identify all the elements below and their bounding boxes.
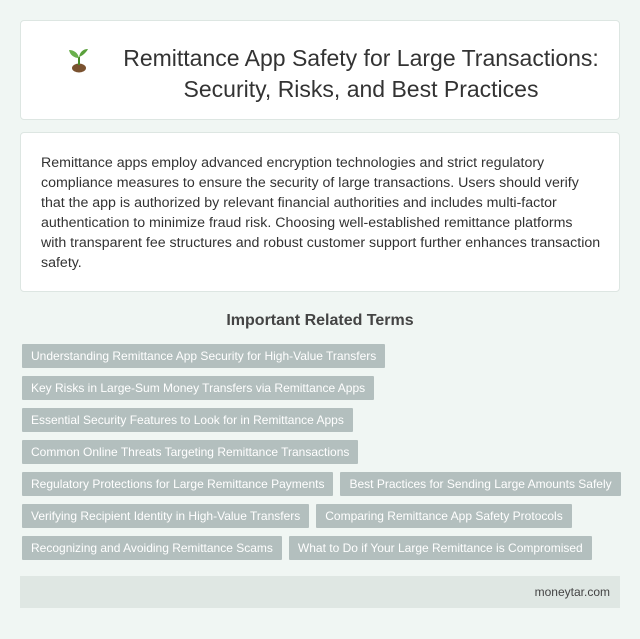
related-term-tag[interactable]: Best Practices for Sending Large Amounts Safely: [340, 472, 620, 496]
related-term-tag[interactable]: Verifying Recipient Identity in High-Value Transfers: [22, 504, 309, 528]
related-term-tag[interactable]: Common Online Threats Targeting Remittance Transactions: [22, 440, 358, 464]
related-terms-list: [22, 344, 622, 568]
related-term-tag[interactable]: Regulatory Protections for Large Remittance Payments: [22, 472, 333, 496]
title-card: [20, 20, 620, 120]
related-term-tag[interactable]: Essential Security Features to Look for in Remittance Apps: [22, 408, 353, 432]
related-term-tag[interactable]: Understanding Remittance App Security for High-Value Transfers: [22, 344, 385, 368]
related-term-tag[interactable]: Recognizing and Avoiding Remittance Scams: [22, 536, 282, 560]
description-text: Remittance apps employ advanced encryption technologies and strict regulatory compliance measures to ensure the security of large transactions. Users should verify that the app is authorized by relevant financial authorities and includes multi-factor authentication to minimize fraud risk. Choosing well-established remittance platforms with transparent fee structures and robust customer support further enhances transaction safety.: [41, 155, 601, 271]
related-terms-heading: Important Related Terms: [226, 312, 414, 329]
site-name[interactable]: moneytar.com: [534, 585, 610, 599]
sprout-icon: [65, 45, 93, 73]
related-term-tag[interactable]: Key Risks in Large-Sum Money Transfers via Remittance Apps: [22, 376, 374, 400]
title-row: [65, 43, 605, 105]
related-term-tag[interactable]: What to Do if Your Large Remittance is Compromised: [289, 536, 592, 560]
footer: [20, 576, 620, 608]
related-term-tag[interactable]: Comparing Remittance App Safety Protocols: [316, 504, 571, 528]
description-card: [20, 132, 620, 292]
page-title: Remittance App Safety for Large Transactions: Security, Risks, and Best Practices: [123, 45, 599, 102]
